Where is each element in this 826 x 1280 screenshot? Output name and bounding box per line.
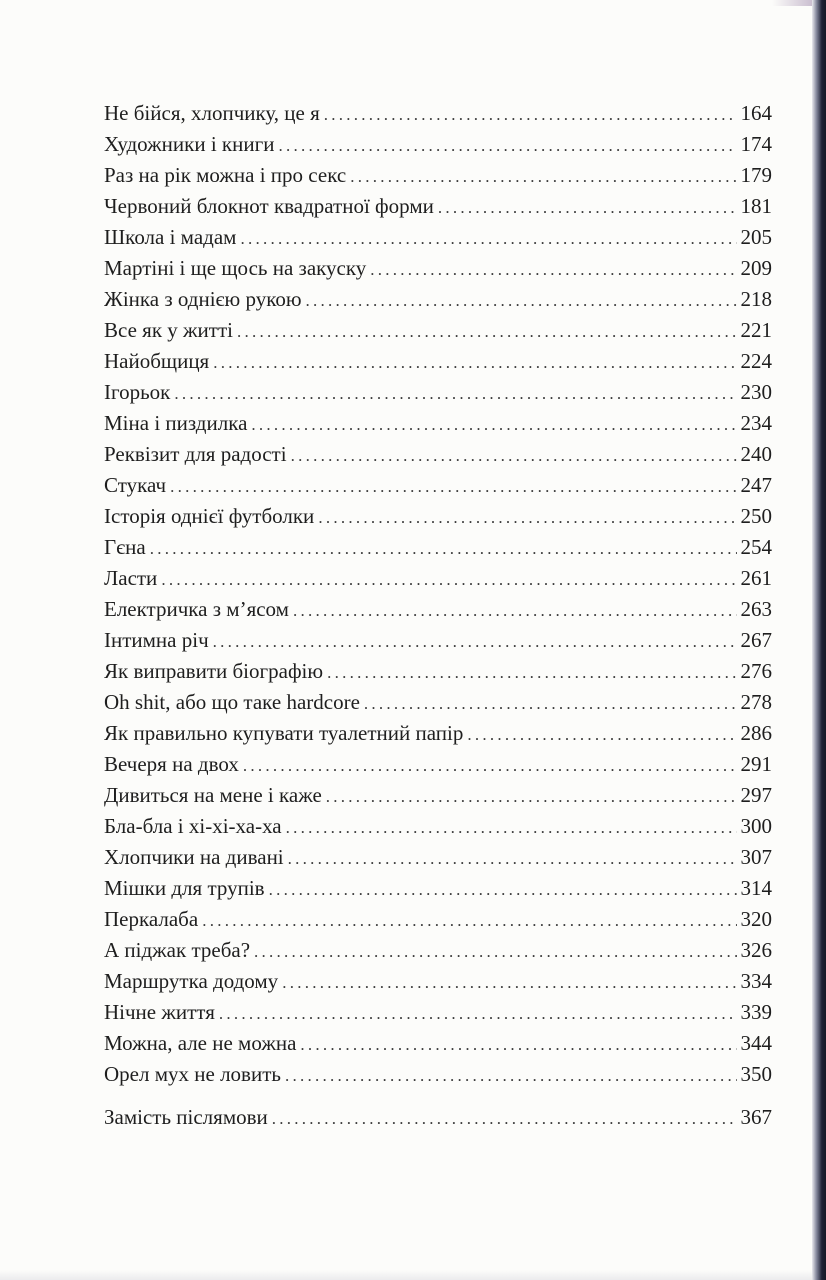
- dot-leader: [213, 347, 736, 378]
- dot-leader: [278, 130, 736, 161]
- toc-entry-title: Історія однієї футболки: [104, 504, 315, 528]
- toc-entry: [104, 966, 772, 997]
- dot-leader: [237, 316, 737, 347]
- dot-leader: [150, 533, 737, 564]
- dot-leader: [467, 719, 736, 750]
- toc-entry: [104, 439, 772, 470]
- toc-entry: [104, 160, 772, 191]
- toc-entry-title: Інтимна річ: [104, 628, 209, 652]
- toc-entry-page-number: 234: [740, 411, 772, 435]
- toc-entry: [104, 377, 772, 408]
- toc-entry-title: Хлопчики на дивані: [104, 845, 284, 869]
- toc-entry: [104, 687, 772, 718]
- toc-entry: [104, 904, 772, 935]
- dot-leader: [327, 657, 736, 688]
- toc-entry-page-number: 314: [740, 876, 772, 900]
- toc-entry-page-number: 320: [740, 907, 772, 931]
- toc-entry-page-number: 221: [740, 318, 772, 342]
- toc-entry-title: А піджак треба?: [104, 938, 251, 962]
- toc-entry-afterword: [104, 1102, 772, 1133]
- toc-entry-page-number: 278: [740, 690, 772, 714]
- toc-entry-page-number: 224: [740, 349, 772, 373]
- toc-entry: [104, 625, 772, 656]
- toc-entry: [104, 656, 772, 687]
- toc-entry-page-number: 291: [740, 752, 772, 776]
- toc-entry-title: Бла-бла і хі-хі-ха-ха: [104, 814, 282, 838]
- toc-entry: [104, 98, 772, 129]
- toc-entry-page-number: 254: [740, 535, 772, 559]
- toc-entry: [104, 842, 772, 873]
- toc-entry: [104, 1028, 772, 1059]
- dot-leader: [300, 1029, 736, 1060]
- toc-entry: [104, 780, 772, 811]
- toc-entry: [104, 129, 772, 160]
- toc-entry: [104, 811, 772, 842]
- dot-leader: [272, 1103, 737, 1134]
- dot-leader: [291, 440, 737, 471]
- toc-entry-title: Дивиться на мене і каже: [104, 783, 322, 807]
- toc-entry: [104, 718, 772, 749]
- toc-entry-title: Як виправити біографію: [104, 659, 324, 683]
- toc-entry: [104, 873, 772, 904]
- toc-entry-title: Реквізит для радості: [104, 442, 287, 466]
- toc-entry-page-number: 344: [740, 1031, 772, 1055]
- toc-entry-page-number: 230: [740, 380, 772, 404]
- toc-entry: [104, 501, 772, 532]
- dot-leader: [243, 750, 737, 781]
- dot-leader: [174, 378, 736, 409]
- toc-entry-title: Раз на рік можна і про секс: [104, 163, 347, 187]
- dot-leader: [170, 471, 736, 502]
- toc-entry-title: Замість післямови: [104, 1105, 268, 1129]
- dot-leader: [240, 223, 736, 254]
- toc-entry-title: Орел мух не ловить: [104, 1062, 281, 1086]
- toc-entry: [104, 408, 772, 439]
- dot-leader: [324, 99, 737, 130]
- toc-entry-page-number: 205: [740, 225, 772, 249]
- dot-leader: [213, 626, 737, 657]
- toc-entry-title: Перкалаба: [104, 907, 199, 931]
- toc-entry-page-number: 297: [740, 783, 772, 807]
- toc-entry-page-number: 247: [740, 473, 772, 497]
- toc-entry-page-number: 209: [740, 256, 772, 280]
- toc-entry: [104, 563, 772, 594]
- toc-entry-page-number: 179: [740, 163, 772, 187]
- toc-entry-page-number: 334: [740, 969, 772, 993]
- toc-entry: [104, 997, 772, 1028]
- dot-leader: [282, 967, 736, 998]
- toc-entry: [104, 222, 772, 253]
- dot-leader: [285, 1060, 737, 1091]
- toc-entry-title: Як правильно купувати туалетний папір: [104, 721, 464, 745]
- toc-entry-title: Художники і книги: [104, 132, 275, 156]
- page-bottom-shadow: [0, 1270, 812, 1280]
- toc-entry-title: Електричка з м’ясом: [104, 597, 289, 621]
- table-of-contents: [104, 98, 772, 1133]
- toc-entry-title: Міна і пиздилка: [104, 411, 248, 435]
- toc-entry: [104, 532, 772, 563]
- toc-entry-title: Червоний блокнот квадратної форми: [104, 194, 434, 218]
- dot-leader: [286, 812, 737, 843]
- toc-entry-title: Ігорьок: [104, 380, 171, 404]
- toc-entry-page-number: 181: [740, 194, 772, 218]
- toc-entry-page-number: 300: [740, 814, 772, 838]
- dot-leader: [293, 595, 737, 626]
- toc-entry-page-number: 250: [740, 504, 772, 528]
- dot-leader: [269, 874, 737, 905]
- toc-entry: [104, 1059, 772, 1090]
- toc-entry-page-number: 240: [740, 442, 772, 466]
- toc-entry-title: Мішки для трупів: [104, 876, 265, 900]
- toc-entry-page-number: 326: [740, 938, 772, 962]
- dot-leader: [161, 564, 736, 595]
- toc-entry-title: Ласти: [104, 566, 158, 590]
- toc-entry-title: Oh shit, або що таке hardcore: [104, 690, 360, 714]
- toc-entry: [104, 284, 772, 315]
- toc-entry-title: Мартіні і ще щось на закуску: [104, 256, 367, 280]
- toc-entry-page-number: 307: [740, 845, 772, 869]
- toc-entry-title: Школа і мадам: [104, 225, 237, 249]
- dot-leader: [219, 998, 737, 1029]
- toc-entry-page-number: 286: [740, 721, 772, 745]
- toc-entry-page-number: 339: [740, 1000, 772, 1024]
- dot-leader: [364, 688, 737, 719]
- book-edge: [812, 0, 826, 1280]
- toc-entry: [104, 935, 772, 966]
- toc-entry: [104, 191, 772, 222]
- toc-entry: [104, 253, 772, 284]
- toc-entry: [104, 470, 772, 501]
- toc-entry-page-number: 276: [740, 659, 772, 683]
- dot-leader: [438, 192, 737, 223]
- toc-entry: [104, 346, 772, 377]
- dot-leader: [202, 905, 736, 936]
- toc-entry-title: Можна, але не можна: [104, 1031, 297, 1055]
- dot-leader: [326, 781, 737, 812]
- toc-entry-page-number: 164: [740, 101, 772, 125]
- dot-leader: [350, 161, 736, 192]
- dot-leader: [254, 936, 736, 967]
- toc-entry-page-number: 261: [740, 566, 772, 590]
- toc-entry-page-number: 174: [740, 132, 772, 156]
- toc-entry-page-number: 267: [740, 628, 772, 652]
- toc-entry-title: Нічне життя: [104, 1000, 215, 1024]
- page-corner-shadow: [772, 0, 812, 6]
- toc-entry-page-number: 218: [740, 287, 772, 311]
- toc-entry-page-number: 367: [740, 1105, 772, 1129]
- toc-entry: [104, 315, 772, 346]
- toc-entry-title: Все як у житті: [104, 318, 233, 342]
- toc-entry-title: Найобщиця: [104, 349, 210, 373]
- toc-entry-title: Стукач: [104, 473, 167, 497]
- toc-entry-title: Не бійся, хлопчику, це я: [104, 101, 320, 125]
- dot-leader: [318, 502, 736, 533]
- toc-entry-title: Жінка з однією рукою: [104, 287, 302, 311]
- dot-leader: [370, 254, 736, 285]
- toc-entry: [104, 594, 772, 625]
- toc-entry-title: Гєна: [104, 535, 146, 559]
- toc-entry-title: Вечеря на двох: [104, 752, 239, 776]
- toc-entry-page-number: 263: [740, 597, 772, 621]
- toc-entry: [104, 749, 772, 780]
- toc-entry-page-number: 350: [740, 1062, 772, 1086]
- dot-leader: [251, 409, 736, 440]
- toc-entry-title: Маршрутка додому: [104, 969, 279, 993]
- dot-leader: [288, 843, 737, 874]
- dot-leader: [306, 285, 737, 316]
